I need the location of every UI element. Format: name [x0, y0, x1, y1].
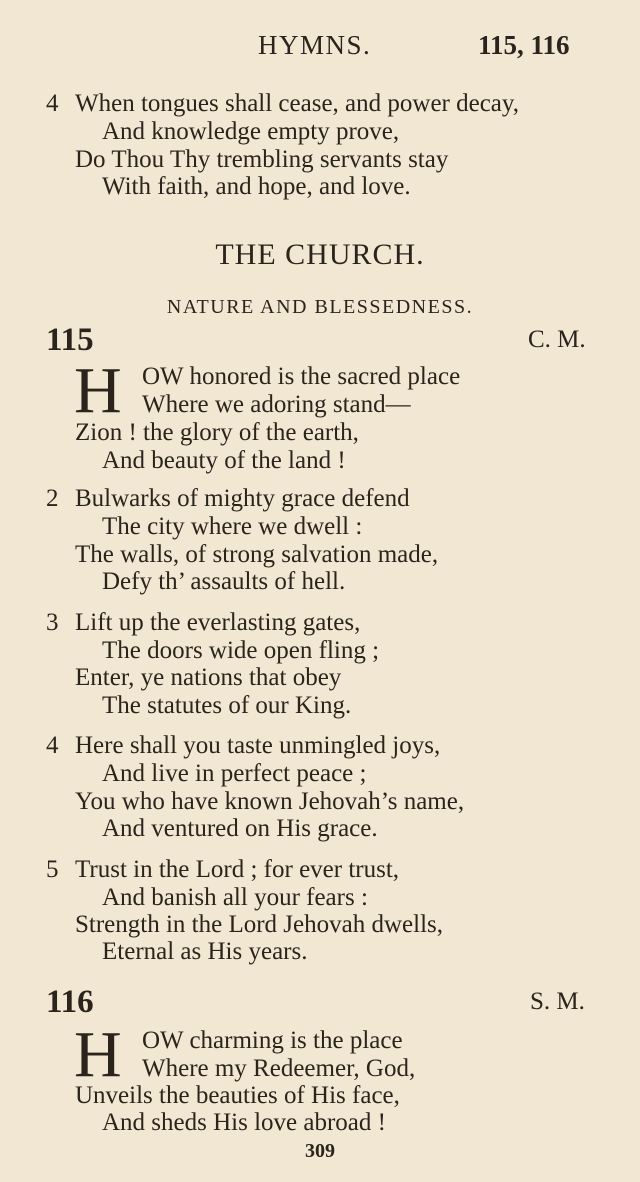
hymn-number: 115: [46, 322, 94, 358]
drop-cap: H: [74, 1018, 122, 1091]
hymn-meter: C. M.: [528, 326, 586, 353]
hymn-line: Zion ! the glory of the earth,: [75, 419, 359, 446]
hymn-line: OW charming is the place: [142, 1027, 403, 1054]
hymn-line: Do Thou Thy trembling servants stay: [75, 146, 449, 173]
hymn-line: And knowledge empty prove,: [102, 118, 400, 145]
hymn-line: The doors wide open fling ;: [102, 637, 380, 664]
hymn-line: And banish all your fears :: [102, 884, 368, 911]
hymn-line: OW honored is the sacred place: [142, 363, 461, 390]
hymn-line: Defy th’ assaults of hell.: [102, 568, 346, 595]
hymn-line: You who have known Jehovah’s name,: [75, 788, 465, 815]
section-subtitle: NATURE AND BLESSEDNESS.: [166, 296, 474, 318]
hymn-line: Where we adoring stand—: [142, 391, 411, 418]
hymn-line: The walls, of strong salvation made,: [75, 541, 439, 568]
hymn-line: The city where we dwell :: [102, 513, 363, 540]
hymn-line: Trust in the Lord ; for ever trust,: [75, 856, 400, 883]
stanza-number: 5: [46, 856, 59, 883]
hymn-line: Eternal as His years.: [102, 938, 308, 965]
hymn-line: Here shall you taste unmingled joys,: [75, 732, 441, 759]
hymn-line: Lift up the everlasting gates,: [75, 609, 361, 636]
running-head-section: HYMNS.: [258, 30, 372, 60]
hymn-line: With faith, and hope, and love.: [102, 173, 411, 200]
stanza-number: 2: [46, 485, 59, 512]
hymn-line: And ventured on His grace.: [102, 815, 378, 842]
hymn-line: Enter, ye nations that obey: [75, 664, 342, 691]
running-head: [0, 30, 640, 70]
hymn-number: 116: [46, 984, 94, 1020]
stanza-number: 4: [46, 90, 59, 117]
hymn-line: And sheds His love abroad !: [102, 1109, 386, 1136]
page-number: 309: [305, 1140, 335, 1162]
hymn-line: When tongues shall cease, and power decay,: [75, 90, 520, 117]
stanza-number: 4: [46, 732, 59, 759]
hymn-line: Strength in the Lord Jehovah dwells,: [75, 911, 443, 938]
section-title: THE CHURCH.: [215, 238, 425, 271]
hymn-line: The statutes of our King.: [102, 692, 352, 719]
hymn-line: Bulwarks of mighty grace defend: [75, 485, 410, 512]
stanza-number: 3: [46, 609, 59, 636]
hymn-line: Where my Redeemer, God,: [142, 1055, 416, 1082]
running-head-hymn-numbers: 115, 116: [478, 30, 570, 60]
hymn-line: And live in perfect peace ;: [102, 760, 367, 787]
hymn-line: Unveils the beauties of His face,: [75, 1082, 400, 1109]
drop-cap: H: [74, 354, 122, 427]
hymn-meter: S. M.: [530, 988, 585, 1015]
hymn-line: And beauty of the land !: [102, 447, 346, 474]
